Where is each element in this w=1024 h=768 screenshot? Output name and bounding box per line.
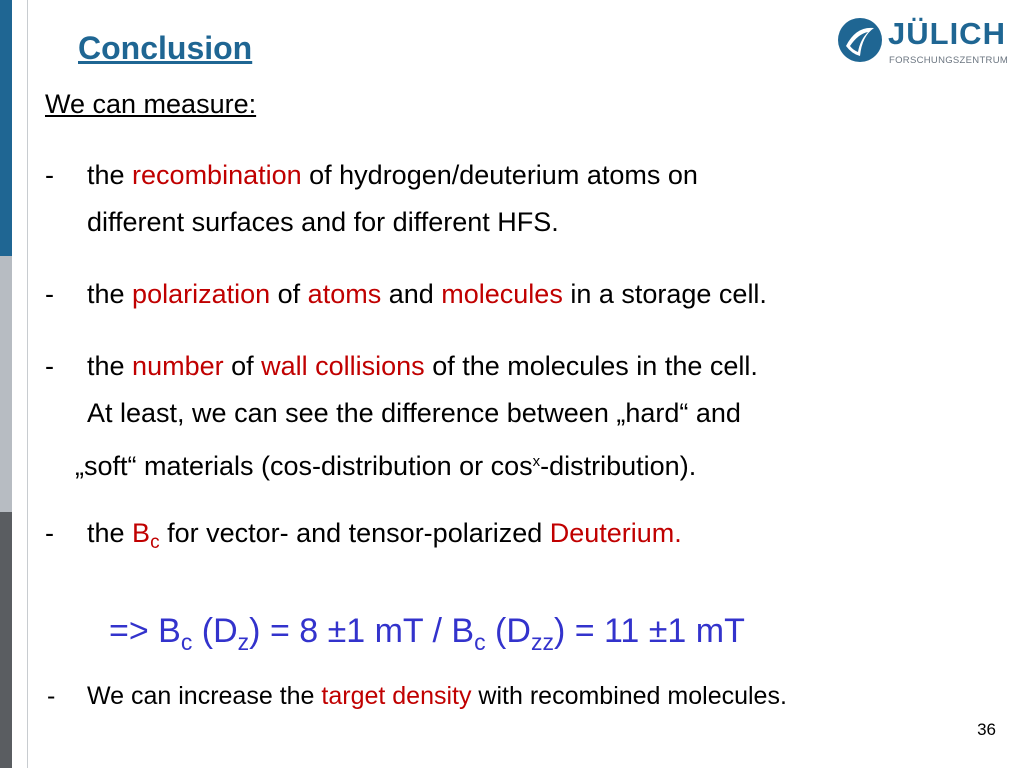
result-formula: [109, 612, 745, 656]
text-run: of: [223, 351, 262, 381]
text-run: the: [87, 518, 133, 548]
text-run: ) = 11 ±1 mT: [553, 612, 745, 650]
subheading: We can measure:: [45, 89, 257, 119]
bullet-1-continuation: different surfaces and for different HFS.: [87, 207, 559, 237]
text-run: the: [87, 351, 133, 381]
text-run: ) = 8 ±1 mT / B: [249, 612, 475, 650]
text-run: with recombined molecules.: [471, 682, 787, 710]
bullet-4-text: [87, 517, 682, 559]
bullet-dash: -: [47, 682, 56, 710]
bullet-3-continuation: At least, we can see the difference between „hard“ and: [87, 398, 741, 428]
superscript: x: [532, 453, 541, 470]
side-bar-dark: [0, 512, 12, 768]
bullet-1-text: [87, 159, 698, 191]
text-run: (D: [192, 612, 238, 650]
highlight-bc: B: [132, 518, 151, 548]
text-run: => B: [109, 612, 181, 650]
logo-wordmark: JÜLICH: [888, 16, 1006, 51]
highlight-atoms: atoms: [307, 279, 382, 309]
text-run: (D: [485, 612, 531, 650]
bullet-dash: -: [45, 351, 54, 381]
text-run: We can increase the: [87, 682, 322, 710]
highlight-recombination: recombination: [132, 160, 302, 190]
text-run: of: [270, 279, 308, 309]
side-bar-blue: [0, 0, 12, 256]
julich-logo-icon: [836, 16, 884, 64]
bullet-2-text: [87, 278, 767, 310]
text-run: for vector- and tensor-polarized: [159, 518, 550, 548]
text-run: of hydrogen/deuterium atoms on: [301, 160, 698, 190]
subscript: c: [150, 532, 160, 553]
bullet-3-text: [87, 350, 758, 382]
highlight-number: number: [132, 351, 224, 381]
bullet-5-text: [87, 680, 787, 712]
highlight-polarization: polarization: [132, 279, 271, 309]
text-run: the: [87, 279, 133, 309]
highlight-molecules: molecules: [441, 279, 563, 309]
side-divider-line: [27, 0, 28, 768]
slide-title: Conclusion: [78, 30, 253, 66]
subscript: c: [180, 629, 193, 655]
page-number: 36: [977, 720, 996, 739]
text-run: -distribution).: [540, 451, 697, 481]
bullet-dash: -: [45, 279, 54, 309]
highlight-deuterium: Deuterium.: [549, 518, 682, 548]
highlight-wall-collisions: wall collisions: [261, 351, 425, 381]
text-run: in a storage cell.: [562, 279, 767, 309]
highlight-target-density: target density: [321, 682, 472, 710]
julich-logo: [836, 14, 1009, 74]
text-run: „soft“ materials (cos-distribution or cos: [75, 451, 533, 481]
bullet-dash: -: [45, 160, 54, 190]
bullet-3-continuation-2: [75, 446, 696, 482]
side-bar-grey: [0, 256, 12, 512]
text-run: and: [381, 279, 442, 309]
subscript: z: [237, 629, 250, 655]
subscript: c: [474, 629, 486, 655]
logo-subtitle: FORSCHUNGSZENTRUM: [889, 55, 1009, 66]
text-run: of the molecules in the cell.: [424, 351, 758, 381]
subscript: zz: [530, 629, 554, 655]
bullet-dash: -: [45, 518, 54, 548]
text-run: the: [87, 160, 133, 190]
